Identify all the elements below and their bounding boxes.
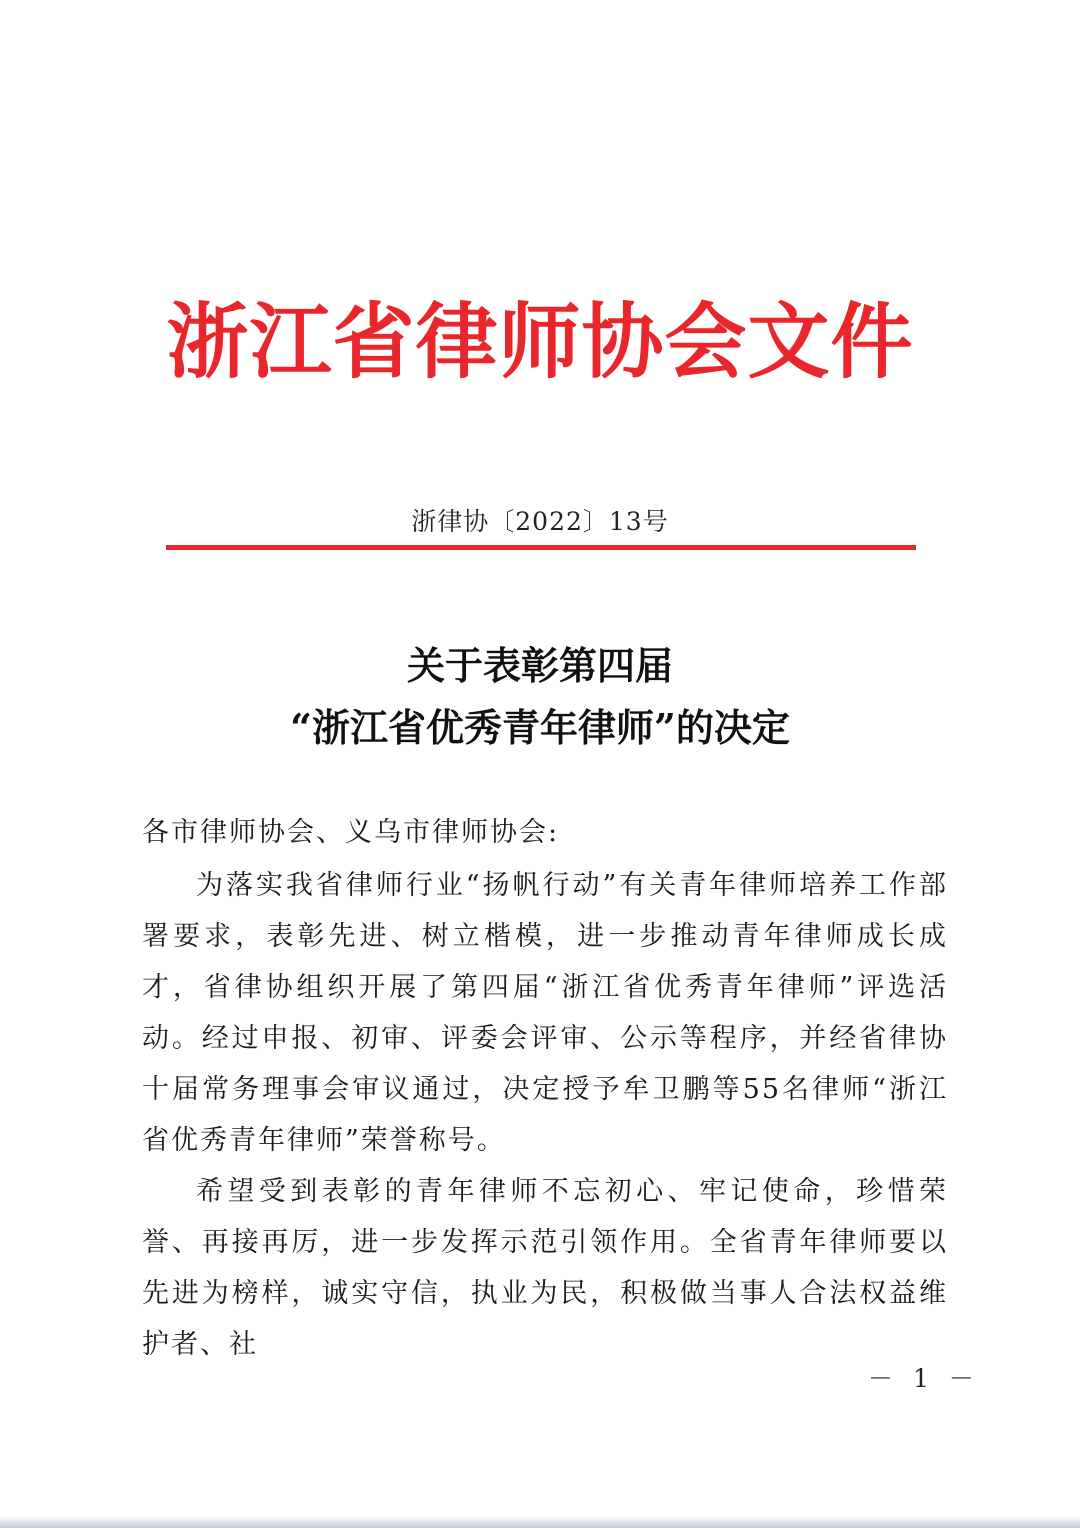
document-masthead: 浙江省律师协会文件 xyxy=(166,295,914,390)
document-title-line-1: 关于表彰第四届 xyxy=(406,643,673,688)
scan-bottom-edge xyxy=(0,1516,1080,1528)
salutation: 各市律师协会、义乌市律师协会: xyxy=(142,817,560,848)
page-number: － 1 － xyxy=(868,1364,980,1393)
document-title-line-2: “浙江省优秀青年律师”的决定 xyxy=(290,705,790,750)
body-paragraph: 希望受到表彰的青年律师不忘初心、牢记使命，珍惜荣誉、再接再厉，进一步发挥示范引领作用。全省青年律师要以先进为榜样，诚实守信，执业为民，积极做当事人合法权益维护者、社 xyxy=(142,1176,948,1360)
red-divider-line xyxy=(166,545,916,550)
document-number: 浙律协〔2022〕13号 xyxy=(411,507,669,536)
body-paragraph: 为落实我省律师行业“扬帆行动”有关青年律师培养工作部署要求，表彰先进、树立楷模，进一步推动青年律师成长成才，省律协组织开展了第四届“浙江省优秀青年律师”评选活动。经过申报、初审、评委会评审、公示等程序，并经省律协十届常务理事会审议通过，决定授予牟卫鹏等55名律师“浙江省优秀青年律师”荣誉称号。 xyxy=(142,870,948,1156)
